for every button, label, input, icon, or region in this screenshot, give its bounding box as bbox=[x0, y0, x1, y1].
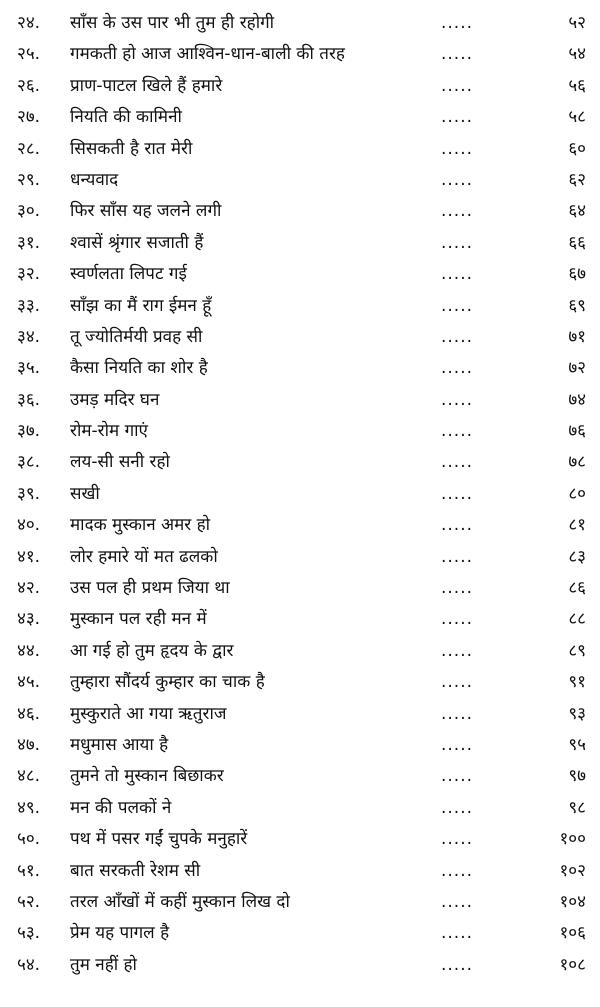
entry-title: लय-सी सनी रहो bbox=[70, 452, 170, 473]
page-number: ९५ bbox=[568, 734, 586, 755]
page-number: ७६ bbox=[568, 421, 586, 442]
toc-entry bbox=[0, 196, 600, 227]
dot-leader: ..... bbox=[441, 13, 474, 33]
dot-leader: ..... bbox=[441, 734, 474, 755]
entry-number: ३६. bbox=[17, 389, 41, 410]
entry-number: ४७. bbox=[17, 734, 41, 755]
dot-leader: ..... bbox=[441, 483, 474, 504]
dot-leader: ..... bbox=[441, 107, 474, 128]
toc-entry bbox=[0, 510, 600, 541]
page-number: ५६ bbox=[568, 75, 586, 96]
entry-title: प्राण-पाटल खिले हैं हमारे bbox=[70, 75, 223, 96]
page-number: ५४ bbox=[568, 44, 586, 65]
entry-title: तरल आँखों में कहीं मुस्कान लिख दो bbox=[70, 891, 290, 912]
entry-number: ३३. bbox=[17, 295, 41, 316]
dot-leader: ..... bbox=[441, 358, 474, 379]
page-number: ६० bbox=[568, 138, 586, 159]
entry-title: मधुमास आया है bbox=[70, 734, 169, 755]
dot-leader: ..... bbox=[441, 829, 474, 850]
page-number: ९७ bbox=[568, 766, 586, 787]
entry-number: ५१. bbox=[17, 860, 41, 881]
entry-number: ३८. bbox=[17, 452, 41, 473]
entry-number: २९. bbox=[17, 169, 41, 190]
page-number: १०२ bbox=[559, 860, 586, 881]
toc-entry bbox=[0, 291, 600, 322]
entry-number: ५४. bbox=[17, 954, 41, 975]
entry-number: ४५. bbox=[17, 672, 41, 693]
entry-number: २६. bbox=[17, 75, 41, 96]
dot-leader: ..... bbox=[441, 452, 474, 473]
entry-title: कैसा नियति का शोर है bbox=[70, 358, 208, 379]
toc-entry bbox=[0, 39, 600, 70]
entry-number: २४. bbox=[17, 13, 41, 33]
entry-title: लोर हमारे यों मत ढलको bbox=[70, 546, 218, 567]
entry-title: साँझ का मैं राग ईमन हूँ bbox=[70, 295, 212, 316]
entry-title: उस पल ही प्रथम जिया था bbox=[70, 578, 230, 599]
entry-title: फिर साँस यह जलने लगी bbox=[70, 201, 222, 222]
toc-entry bbox=[0, 604, 600, 635]
dot-leader: ..... bbox=[441, 923, 474, 944]
entry-number: ४८. bbox=[17, 766, 41, 787]
entry-title: साँस के उस पार भी तुम ही रहोगी bbox=[70, 13, 275, 33]
toc-entry bbox=[0, 918, 600, 949]
toc-entry bbox=[0, 950, 600, 981]
dot-leader: ..... bbox=[441, 954, 474, 975]
entry-title: मुस्कुराते आ गया ऋतुराज bbox=[70, 703, 227, 724]
toc-entry bbox=[0, 385, 600, 416]
toc-entry bbox=[0, 573, 600, 604]
dot-leader: ..... bbox=[441, 609, 474, 630]
entry-title: मादक मुस्कान अमर हो bbox=[70, 515, 211, 536]
entry-title: गमकती हो आज आश्विन-धान-बाली की तरह bbox=[70, 44, 345, 65]
entry-title: तुमने तो मुस्कान बिछाकर bbox=[70, 766, 224, 787]
toc-entry bbox=[0, 887, 600, 918]
entry-number: ४१. bbox=[17, 546, 41, 567]
page-number: ८१ bbox=[568, 515, 586, 536]
page-number: ७४ bbox=[568, 389, 586, 410]
toc-entry bbox=[0, 228, 600, 259]
entry-title: प्रेम यह पागल है bbox=[70, 923, 170, 944]
page-number: ९८ bbox=[568, 797, 586, 818]
page-number: ८८ bbox=[568, 609, 586, 630]
page-number: ८३ bbox=[568, 546, 586, 567]
dot-leader: ..... bbox=[441, 232, 474, 253]
dot-leader: ..... bbox=[441, 295, 474, 316]
entry-title: आ गई हो तुम हृदय के द्वार bbox=[70, 640, 234, 661]
page-number: ६२ bbox=[568, 169, 586, 190]
toc-entry bbox=[0, 636, 600, 667]
toc-entry bbox=[0, 856, 600, 887]
entry-title: मन की पलकों ने bbox=[70, 797, 172, 818]
toc-entry bbox=[0, 165, 600, 196]
entry-number: ३०. bbox=[17, 201, 41, 222]
entry-title: सखी bbox=[70, 483, 100, 504]
entry-title: उमड़ मदिर घन bbox=[70, 389, 160, 410]
toc-entry bbox=[0, 102, 600, 133]
dot-leader: ..... bbox=[441, 672, 474, 693]
entry-number: ३७. bbox=[17, 421, 41, 442]
dot-leader: ..... bbox=[441, 703, 474, 724]
toc-entry bbox=[0, 134, 600, 165]
entry-title: नियति की कामिनी bbox=[70, 107, 182, 128]
dot-leader: ..... bbox=[441, 578, 474, 599]
toc-entry bbox=[0, 479, 600, 510]
toc-entry bbox=[0, 542, 600, 573]
dot-leader: ..... bbox=[441, 138, 474, 159]
dot-leader: ..... bbox=[441, 860, 474, 881]
entry-title: रोम-रोम गाएं bbox=[70, 421, 148, 442]
entry-title: धन्यवाद bbox=[70, 169, 119, 190]
page-number: १०८ bbox=[559, 954, 586, 975]
toc-entry bbox=[0, 730, 600, 761]
entry-number: ३२. bbox=[17, 264, 41, 285]
dot-leader: ..... bbox=[441, 326, 474, 347]
entry-number: ५२. bbox=[17, 891, 41, 912]
page-number: १०४ bbox=[559, 891, 586, 912]
page-number: ६७ bbox=[568, 264, 586, 285]
page-number: ६४ bbox=[568, 201, 586, 222]
page-number: ६९ bbox=[568, 295, 586, 316]
entry-number: ३१. bbox=[17, 232, 41, 253]
table-of-contents bbox=[0, 8, 600, 981]
entry-number: ४२. bbox=[17, 578, 41, 599]
entry-title: श्वासें श्रृंगार सजाती हैं bbox=[70, 232, 204, 253]
entry-number: ३९. bbox=[17, 483, 41, 504]
dot-leader: ..... bbox=[441, 389, 474, 410]
dot-leader: ..... bbox=[441, 421, 474, 442]
entry-number: ३५. bbox=[17, 358, 41, 379]
toc-entry bbox=[0, 667, 600, 698]
entry-number: ४६. bbox=[17, 703, 41, 724]
entry-number: ३४. bbox=[17, 326, 41, 347]
entry-number: ४९. bbox=[17, 797, 41, 818]
entry-title: स्वर्णलता लिपट गई bbox=[70, 264, 187, 285]
entry-title: सिसकती है रात मेरी bbox=[70, 138, 193, 159]
dot-leader: ..... bbox=[441, 891, 474, 912]
page-number: ८६ bbox=[568, 578, 586, 599]
page-number: ५२ bbox=[568, 13, 586, 33]
entry-title: तुम्हारा सौंदर्य कुम्हार का चाक है bbox=[70, 672, 265, 693]
entry-title: मुस्कान पल रही मन में bbox=[70, 609, 207, 630]
toc-entry bbox=[0, 259, 600, 290]
dot-leader: ..... bbox=[441, 546, 474, 567]
entry-number: ४३. bbox=[17, 609, 41, 630]
entry-number: ४०. bbox=[17, 515, 41, 536]
toc-entry bbox=[0, 353, 600, 384]
entry-number: २८. bbox=[17, 138, 41, 159]
toc-entry bbox=[0, 761, 600, 792]
entry-title: पथ में पसर गईं चुपके मनुहारें bbox=[70, 829, 248, 850]
dot-leader: ..... bbox=[441, 264, 474, 285]
dot-leader: ..... bbox=[441, 640, 474, 661]
dot-leader: ..... bbox=[441, 797, 474, 818]
page-number: ५८ bbox=[568, 107, 586, 128]
entry-title: बात सरकती रेशम सी bbox=[70, 860, 201, 881]
dot-leader: ..... bbox=[441, 766, 474, 787]
dot-leader: ..... bbox=[441, 75, 474, 96]
page-number: ७८ bbox=[568, 452, 586, 473]
entry-number: २५. bbox=[17, 44, 41, 65]
toc-entry bbox=[0, 824, 600, 855]
dot-leader: ..... bbox=[441, 515, 474, 536]
page-number: ९३ bbox=[568, 703, 586, 724]
toc-entry bbox=[0, 322, 600, 353]
page-number: ७१ bbox=[568, 326, 586, 347]
page-number: ८० bbox=[568, 483, 586, 504]
dot-leader: ..... bbox=[441, 44, 474, 65]
entry-number: ५३. bbox=[17, 923, 41, 944]
page-number: ७२ bbox=[568, 358, 586, 379]
toc-entry bbox=[0, 8, 600, 39]
dot-leader: ..... bbox=[441, 201, 474, 222]
entry-number: ४४. bbox=[17, 640, 41, 661]
dot-leader: ..... bbox=[441, 169, 474, 190]
entry-number: ५०. bbox=[17, 829, 41, 850]
page-number: १०० bbox=[559, 829, 586, 850]
toc-entry bbox=[0, 71, 600, 102]
toc-entry bbox=[0, 699, 600, 730]
entry-title: तुम नहीं हो bbox=[70, 954, 137, 975]
toc-entry bbox=[0, 416, 600, 447]
toc-entry bbox=[0, 793, 600, 824]
entry-number: २७. bbox=[17, 107, 41, 128]
page-number: ६६ bbox=[568, 232, 586, 253]
page-number: ८९ bbox=[568, 640, 586, 661]
toc-entry bbox=[0, 447, 600, 478]
page-number: ९१ bbox=[568, 672, 586, 693]
entry-title: तू ज्योतिर्मयी प्रवह सी bbox=[70, 326, 203, 347]
page-number: १०६ bbox=[559, 923, 586, 944]
